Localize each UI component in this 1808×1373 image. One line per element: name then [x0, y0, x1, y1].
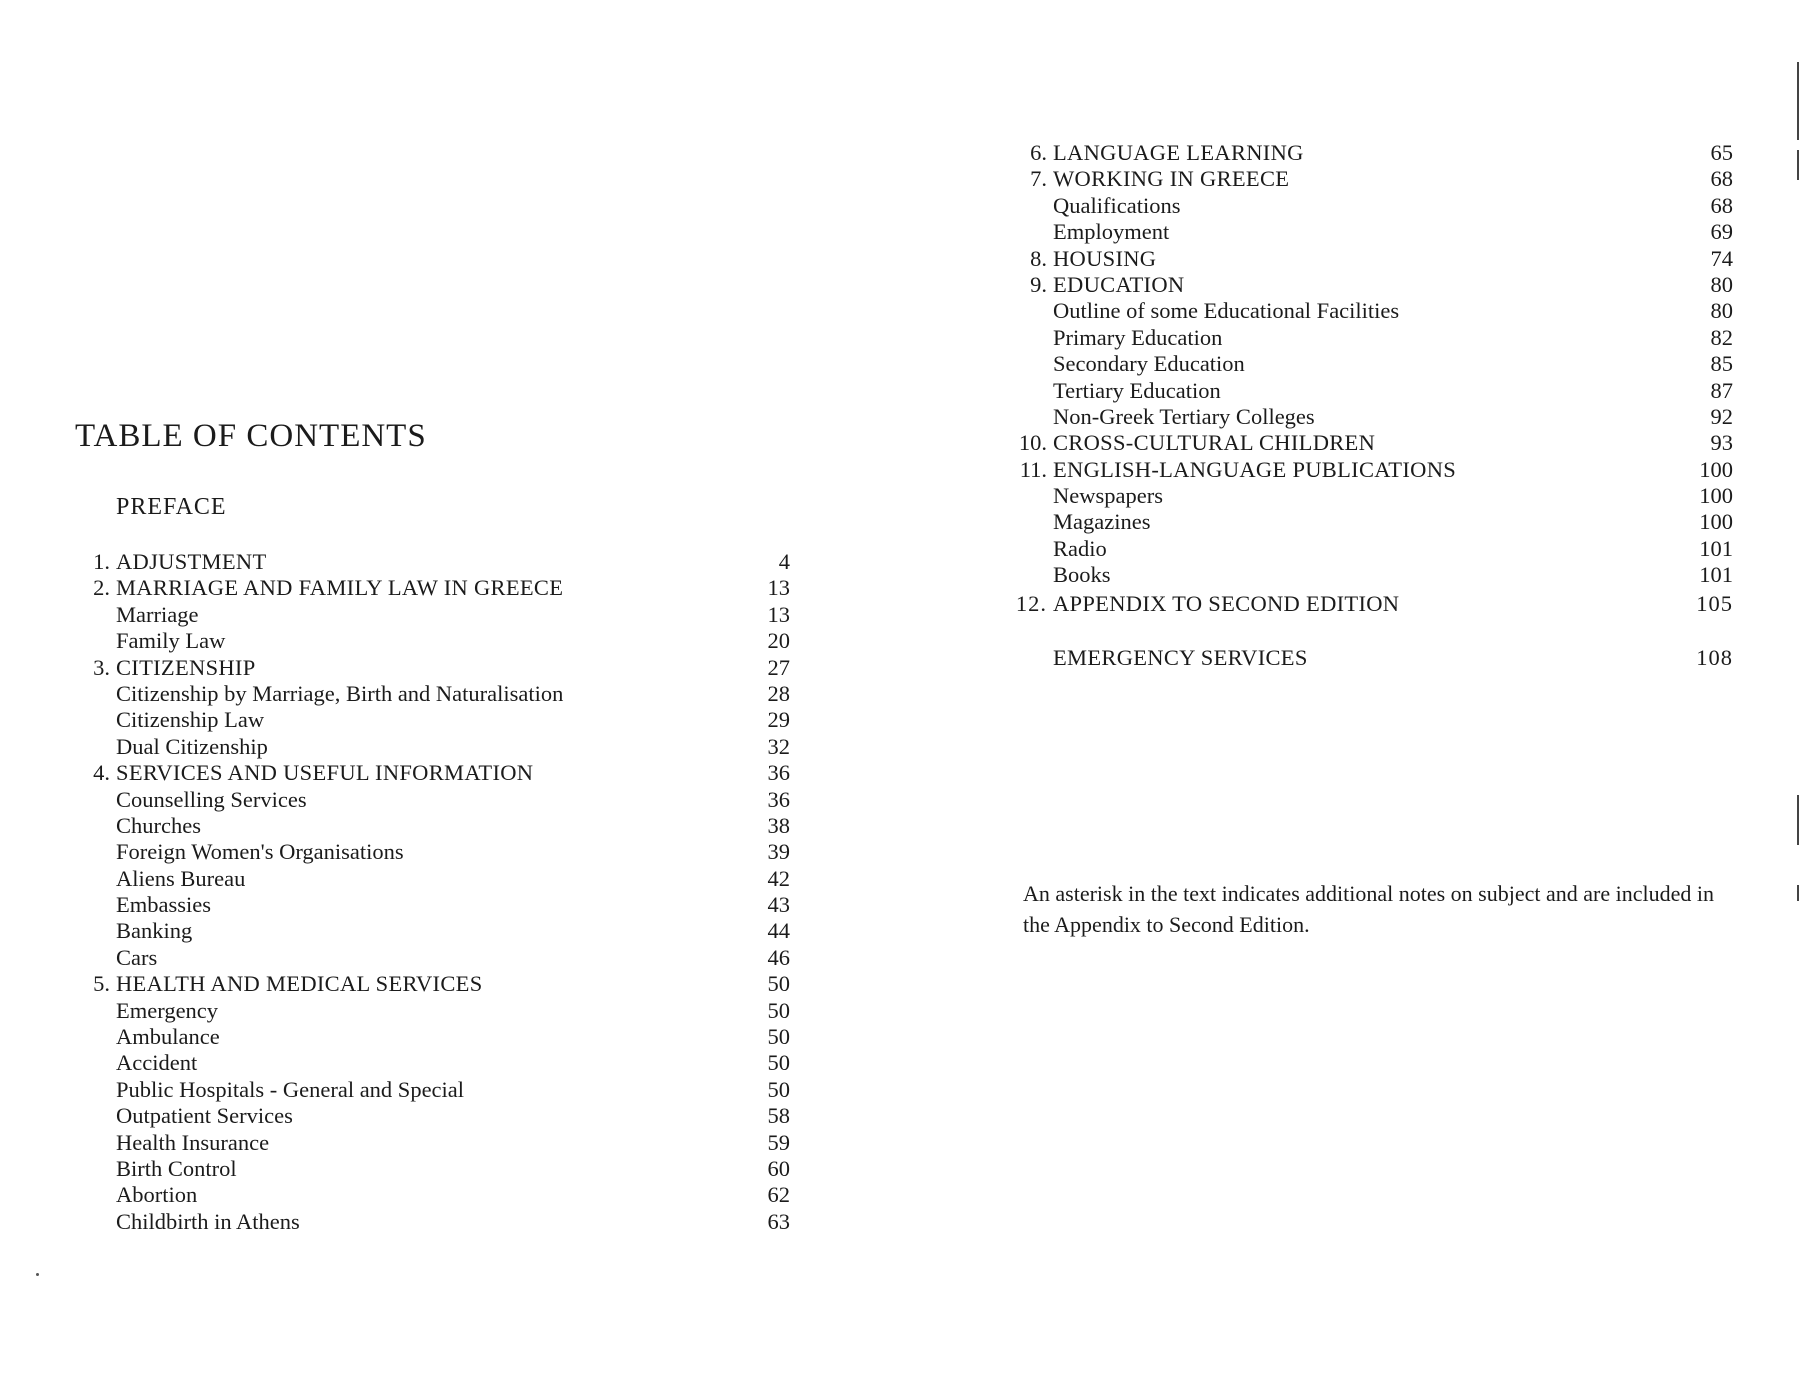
entry-title: Banking [116, 918, 193, 944]
scan-edge-mark [1797, 150, 1799, 180]
toc-entry [1015, 645, 1733, 671]
toc-entry [78, 655, 790, 681]
entry-title: Non-Greek Tertiary Colleges [1053, 403, 1315, 429]
page-number: 101 [1699, 562, 1733, 588]
toc-entry [78, 707, 790, 733]
page-number: 100 [1699, 483, 1733, 509]
toc-entry [78, 734, 790, 760]
toc-entry [1015, 219, 1733, 245]
entry-title: LANGUAGE LEARNING [1053, 140, 1304, 165]
chapter-number: 6. [1030, 140, 1047, 165]
toc-entry [1015, 298, 1733, 324]
page-number: 58 [767, 1103, 790, 1129]
page-number: 82 [1710, 324, 1733, 350]
entry-title: ADJUSTMENT [116, 549, 267, 574]
chapter-number: 5. [93, 971, 110, 997]
toc-entry [78, 998, 790, 1024]
page-number: 36 [767, 760, 790, 786]
page-number: 39 [767, 839, 790, 865]
entry-title: Childbirth in Athens [116, 1208, 300, 1234]
toc-entry [78, 945, 790, 971]
asterisk-note: An asterisk in the text indicates additional notes on subject and are included in the Appendix to Second Edition. [1023, 881, 1714, 937]
toc-entry [78, 575, 790, 601]
page-number: 50 [767, 1050, 790, 1076]
entry-title: Public Hospitals - General and Special [116, 1076, 465, 1102]
page-number: 80 [1710, 298, 1733, 324]
entry-title: Citizenship by Marriage, Birth and Naturalisation [116, 680, 564, 706]
chapter-number: 4. [93, 760, 110, 786]
entry-title: Foreign Women's Organisations [116, 839, 404, 865]
entry-title: Family Law [116, 628, 226, 654]
entry-title: CITIZENSHIP [116, 654, 256, 680]
toc-entry [78, 1103, 790, 1129]
toc-entry [1015, 562, 1733, 588]
page-number: 80 [1710, 271, 1733, 297]
entry-title: Qualifications [1053, 192, 1181, 218]
toc-entry [1015, 483, 1733, 509]
page-number: 101 [1699, 535, 1733, 561]
page-number: 13 [767, 575, 790, 601]
entry-title: Newspapers [1053, 483, 1163, 509]
entry-title: ENGLISH-LANGUAGE PUBLICATIONS [1053, 456, 1457, 482]
entry-title: Cars [116, 944, 158, 970]
scan-speck [36, 1273, 39, 1276]
page-number: 36 [767, 786, 790, 812]
toc-list-right [1015, 140, 1733, 671]
chapter-number: 8. [1030, 245, 1047, 271]
chapter-number: 1. [93, 549, 110, 574]
page-number: 20 [767, 628, 790, 654]
entry-title: Tertiary Education [1053, 377, 1221, 403]
entry-title: Employment [1053, 219, 1170, 245]
entry-title: Radio [1053, 535, 1107, 561]
page-number: 92 [1710, 403, 1733, 429]
page-number: 69 [1710, 219, 1733, 245]
entry-title: Accident [116, 1050, 198, 1076]
toc-entry [1015, 430, 1733, 456]
entry-title: Birth Control [116, 1155, 237, 1181]
page-number: 50 [767, 1024, 790, 1050]
page-number: 68 [1710, 166, 1733, 192]
page-number: 27 [767, 654, 790, 680]
page-number: 85 [1710, 351, 1733, 377]
toc-entry [78, 813, 790, 839]
scan-edge-mark [1797, 795, 1799, 845]
page-number: 60 [767, 1155, 790, 1181]
page-number: 100 [1699, 509, 1733, 535]
toc-entry [1015, 325, 1733, 351]
page-number: 50 [767, 997, 790, 1023]
toc-entry [1015, 457, 1733, 483]
page-title: TABLE OF CONTENTS [75, 418, 427, 454]
toc-entry [78, 787, 790, 813]
toc-entry [1015, 378, 1733, 404]
toc-entry [78, 602, 790, 628]
page-number: 46 [767, 944, 790, 970]
page-number: 65 [1710, 140, 1733, 165]
toc-entry [78, 681, 790, 707]
page-number: 108 [1696, 645, 1733, 671]
entry-title: Primary Education [1053, 324, 1223, 350]
toc-entry [78, 892, 790, 918]
chapter-number: 11. [1019, 456, 1047, 482]
page-number: 50 [767, 1076, 790, 1102]
chapter-number: 7. [1030, 166, 1047, 192]
page-number: 68 [1710, 192, 1733, 218]
entry-title: HEALTH AND MEDICAL SERVICES [116, 971, 483, 997]
chapter-number: 10. [1018, 430, 1047, 456]
toc-entry [78, 1077, 790, 1103]
page-number: 29 [767, 707, 790, 733]
toc-entry [1015, 272, 1733, 298]
entry-title: Outpatient Services [116, 1103, 293, 1129]
page-number: 13 [767, 601, 790, 627]
entry-title: Dual Citizenship [116, 733, 268, 759]
toc-entry [1015, 193, 1733, 219]
toc-entry [1015, 166, 1733, 192]
toc-entry [78, 971, 790, 997]
entry-title: EDUCATION [1053, 271, 1185, 297]
entry-title: Marriage [116, 601, 199, 627]
toc-entry [78, 1156, 790, 1182]
page-number: 87 [1710, 377, 1733, 403]
toc-entry [78, 1130, 790, 1156]
entry-title: Secondary Education [1053, 351, 1245, 377]
chapter-number: 9. [1030, 271, 1047, 297]
page-number: 93 [1710, 430, 1733, 456]
chapter-number: 2. [93, 575, 110, 601]
toc-entry [78, 1050, 790, 1076]
toc-entry [1015, 536, 1733, 562]
toc-entry [78, 839, 790, 865]
toc-entry [1015, 591, 1733, 617]
page-number: 38 [767, 812, 790, 838]
toc-entry [78, 1024, 790, 1050]
toc-entry [78, 628, 790, 654]
entry-title: Health Insurance [116, 1129, 270, 1155]
page-number: 105 [1696, 590, 1733, 616]
preface-entry: PREFACE [116, 494, 227, 520]
toc-list-left [78, 549, 790, 1235]
toc-entry [78, 918, 790, 944]
toc-entry [78, 549, 790, 575]
entry-title: Ambulance [116, 1024, 220, 1050]
page-number: 4 [778, 549, 790, 574]
scan-edge-mark [1797, 62, 1799, 140]
entry-title: CROSS-CULTURAL CHILDREN [1053, 430, 1376, 456]
toc-entry [1015, 140, 1733, 166]
entry-title: Magazines [1053, 509, 1151, 535]
entry-title: WORKING IN GREECE [1053, 166, 1290, 192]
page-number: 63 [767, 1208, 790, 1234]
toc-entry [1015, 404, 1733, 430]
chapter-number: 3. [93, 654, 110, 680]
entry-title: Churches [116, 812, 201, 838]
toc-entry [78, 866, 790, 892]
entry-title: Counselling Services [116, 786, 307, 812]
page-number: 43 [767, 892, 790, 918]
entry-title: Citizenship Law [116, 707, 265, 733]
entry-title: Outline of some Educational Facilities [1053, 298, 1400, 324]
toc-entry [78, 1182, 790, 1208]
page-number: 32 [767, 733, 790, 759]
entry-title: EMERGENCY SERVICES [1053, 645, 1308, 671]
entry-title: Embassies [116, 892, 211, 918]
chapter-number: 12. [1015, 590, 1047, 616]
entry-title: Aliens Bureau [116, 865, 246, 891]
page-number: 59 [767, 1129, 790, 1155]
entry-title: SERVICES AND USEFUL INFORMATION [116, 760, 534, 786]
toc-entry [78, 1209, 790, 1235]
entry-title: Abortion [116, 1182, 198, 1208]
scan-edge-mark [1797, 885, 1799, 901]
page-number: 74 [1710, 245, 1733, 271]
page-number: 100 [1699, 456, 1733, 482]
page-number: 62 [767, 1182, 790, 1208]
page-number: 44 [767, 918, 790, 944]
entry-title: Emergency [116, 997, 219, 1023]
toc-entry [1015, 509, 1733, 535]
entry-title: HOUSING [1053, 245, 1157, 271]
entry-title: MARRIAGE AND FAMILY LAW IN GREECE [116, 575, 564, 601]
page-number: 50 [767, 971, 790, 997]
toc-entry [1015, 246, 1733, 272]
toc-entry [78, 760, 790, 786]
page-number: 28 [767, 680, 790, 706]
entry-title: APPENDIX TO SECOND EDITION [1053, 590, 1400, 616]
entry-title: Books [1053, 562, 1111, 588]
toc-entry [1015, 351, 1733, 377]
page-number: 42 [767, 865, 790, 891]
